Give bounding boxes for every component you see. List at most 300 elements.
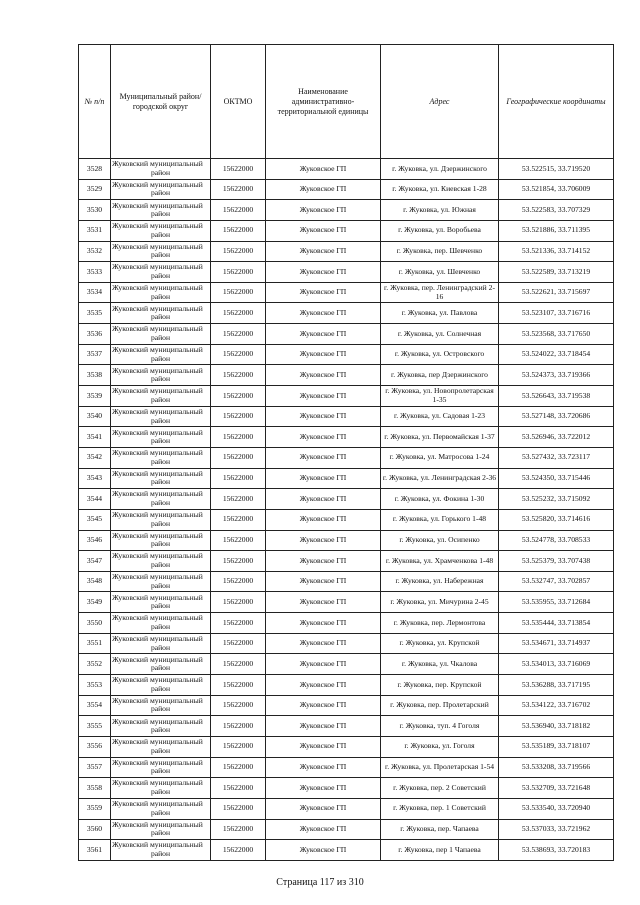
cell-district-line2: район (150, 787, 171, 797)
table-row (79, 675, 614, 696)
cell-oktmo: 15622000 (211, 571, 266, 592)
cell-oktmo: 15622000 (211, 675, 266, 696)
cell-address: г. Жуковка, ул. Садовая 1-23 (381, 406, 499, 427)
cell-coords: 53.532709, 33.721648 (499, 778, 614, 799)
cell-district-line1: Жуковский муниципальный (112, 778, 203, 788)
table-row (79, 427, 614, 448)
cell-num: 3547 (79, 551, 111, 572)
cell-district-line1: Жуковский муниципальный (112, 221, 203, 231)
cell-entity: Жуковское ГП (266, 344, 381, 365)
table-row (79, 406, 614, 427)
cell-entity: Жуковское ГП (266, 468, 381, 489)
cell-address: г. Жуковка, пер. 1 Советский (381, 798, 499, 819)
table-row (79, 571, 614, 592)
registry-table (78, 44, 614, 861)
cell-district-line1: Жуковский муниципальный (112, 241, 203, 251)
cell-district-line1: Жуковский муниципальный (112, 840, 203, 850)
cell-entity: Жуковское ГП (266, 241, 381, 262)
cell-district (111, 840, 211, 861)
cell-address: г. Жуковка, ул. Горького 1-48 (381, 509, 499, 530)
cell-address: г. Жуковка, ул. Новопролетарская 1-35 (381, 386, 499, 407)
cell-oktmo: 15622000 (211, 509, 266, 530)
cell-district-line2: район (150, 291, 171, 301)
cell-coords: 53.522515, 33.719520 (499, 159, 614, 180)
page-number: Страница 117 из 310 (276, 877, 364, 888)
cell-district (111, 613, 211, 634)
table-row (79, 303, 614, 324)
cell-district (111, 179, 211, 200)
cell-oktmo: 15622000 (211, 778, 266, 799)
header-entity: Наименование административно-территориальной единицы (266, 45, 381, 159)
table-row (79, 778, 614, 799)
cell-entity: Жуковское ГП (266, 530, 381, 551)
cell-district-line2: район (150, 621, 171, 631)
cell-oktmo: 15622000 (211, 365, 266, 386)
cell-district (111, 509, 211, 530)
cell-district-line1: Жуковский муниципальный (112, 427, 203, 437)
cell-coords: 53.534122, 33.716702 (499, 695, 614, 716)
cell-district (111, 262, 211, 283)
cell-district-line1: Жуковский муниципальный (112, 303, 203, 313)
cell-district (111, 427, 211, 448)
cell-oktmo: 15622000 (211, 592, 266, 613)
cell-num: 3560 (79, 819, 111, 840)
cell-entity: Жуковское ГП (266, 654, 381, 675)
cell-district-line1: Жуковский муниципальный (112, 737, 203, 747)
cell-coords: 53.534013, 33.716069 (499, 654, 614, 675)
cell-district-line1: Жуковский муниципальный (112, 613, 203, 623)
cell-district-line1: Жуковский муниципальный (112, 675, 203, 685)
cell-address: г. Жуковка, ул. Набережная (381, 571, 499, 592)
cell-coords: 53.524373, 33.719366 (499, 365, 614, 386)
cell-num: 3531 (79, 220, 111, 241)
cell-oktmo: 15622000 (211, 427, 266, 448)
header-oktmo: ОКТМО (211, 45, 266, 159)
cell-district-line2: район (150, 312, 171, 322)
cell-entity: Жуковское ГП (266, 592, 381, 613)
header-address: Адрес (381, 45, 499, 159)
cell-coords: 53.535955, 33.712684 (499, 592, 614, 613)
cell-oktmo: 15622000 (211, 654, 266, 675)
cell-district-line2: район (150, 209, 171, 219)
cell-address: г. Жуковка, ул. Храмченкова 1-48 (381, 551, 499, 572)
cell-num: 3537 (79, 344, 111, 365)
cell-oktmo: 15622000 (211, 530, 266, 551)
cell-district-line1: Жуковский муниципальный (112, 757, 203, 767)
cell-district (111, 654, 211, 675)
cell-entity: Жуковское ГП (266, 220, 381, 241)
cell-district (111, 798, 211, 819)
cell-district-line2: район (150, 229, 171, 239)
cell-oktmo: 15622000 (211, 613, 266, 634)
cell-district-line2: район (150, 601, 171, 611)
cell-coords: 53.524350, 33.715446 (499, 468, 614, 489)
cell-coords: 53.526643, 33.719538 (499, 386, 614, 407)
cell-oktmo: 15622000 (211, 551, 266, 572)
cell-district-line2: район (150, 539, 171, 549)
cell-num: 3530 (79, 200, 111, 221)
cell-district-line1: Жуковский муниципальный (112, 262, 203, 272)
cell-entity: Жуковское ГП (266, 282, 381, 303)
cell-district-line2: район (150, 704, 171, 714)
cell-oktmo: 15622000 (211, 241, 266, 262)
cell-coords: 53.525820, 33.714616 (499, 509, 614, 530)
cell-oktmo: 15622000 (211, 716, 266, 737)
cell-num: 3534 (79, 282, 111, 303)
cell-district (111, 344, 211, 365)
cell-coords: 53.535189, 33.718107 (499, 736, 614, 757)
cell-coords: 53.522621, 33.715697 (499, 282, 614, 303)
cell-district-line1: Жуковский муниципальный (112, 633, 203, 643)
cell-address: г. Жуковка, ул. Первомайская 1-37 (381, 427, 499, 448)
cell-district-line2: район (150, 683, 171, 693)
cell-coords: 53.527432, 33.723117 (499, 447, 614, 468)
cell-entity: Жуковское ГП (266, 695, 381, 716)
table-row (79, 200, 614, 221)
cell-entity: Жуковское ГП (266, 406, 381, 427)
cell-district (111, 406, 211, 427)
cell-oktmo: 15622000 (211, 736, 266, 757)
cell-address: г. Жуковка, ул. Шевченко (381, 262, 499, 283)
table-row (79, 633, 614, 654)
cell-coords: 53.532747, 33.702857 (499, 571, 614, 592)
cell-district-line2: район (150, 848, 171, 858)
cell-coords: 53.525232, 33.715092 (499, 489, 614, 510)
cell-district-line1: Жуковский муниципальный (112, 799, 203, 809)
cell-address: г. Жуковка, ул. Гоголя (381, 736, 499, 757)
cell-num: 3532 (79, 241, 111, 262)
cell-num: 3529 (79, 179, 111, 200)
cell-address: г. Жуковка, ул. Пролетарская 1-54 (381, 757, 499, 778)
table-row (79, 592, 614, 613)
cell-oktmo: 15622000 (211, 262, 266, 283)
table-row (79, 840, 614, 861)
cell-entity: Жуковское ГП (266, 571, 381, 592)
cell-num: 3550 (79, 613, 111, 634)
cell-num: 3546 (79, 530, 111, 551)
cell-coords: 53.522583, 33.707329 (499, 200, 614, 221)
cell-district-line1: Жуковский муниципальный (112, 283, 203, 293)
cell-address: г. Жуковка, ул. Чкалова (381, 654, 499, 675)
cell-oktmo: 15622000 (211, 179, 266, 200)
cell-district-line2: район (150, 807, 171, 817)
cell-district (111, 303, 211, 324)
cell-entity: Жуковское ГП (266, 509, 381, 530)
table-row (79, 220, 614, 241)
table-row (79, 179, 614, 200)
cell-address: г. Жуковка, пер. Чапаева (381, 819, 499, 840)
cell-coords: 53.533208, 33.719566 (499, 757, 614, 778)
cell-num: 3528 (79, 159, 111, 180)
cell-address: г. Жуковка, ул. Южная (381, 200, 499, 221)
cell-district (111, 159, 211, 180)
cell-district-line2: район (150, 663, 171, 673)
cell-num: 3551 (79, 633, 111, 654)
cell-oktmo: 15622000 (211, 489, 266, 510)
cell-district-line2: район (150, 518, 171, 528)
cell-district-line2: район (150, 394, 171, 404)
cell-oktmo: 15622000 (211, 282, 266, 303)
cell-entity: Жуковское ГП (266, 613, 381, 634)
cell-coords: 53.523568, 33.717650 (499, 324, 614, 345)
table-row (79, 613, 614, 634)
table-row (79, 262, 614, 283)
cell-oktmo: 15622000 (211, 386, 266, 407)
cell-coords: 53.523107, 33.716716 (499, 303, 614, 324)
cell-district (111, 551, 211, 572)
cell-num: 3536 (79, 324, 111, 345)
cell-num: 3538 (79, 365, 111, 386)
cell-district-line2: район (150, 167, 171, 177)
cell-num: 3543 (79, 468, 111, 489)
cell-district-line2: район (150, 559, 171, 569)
cell-entity: Жуковское ГП (266, 447, 381, 468)
cell-entity: Жуковское ГП (266, 324, 381, 345)
cell-district-line2: район (150, 436, 171, 446)
cell-address: г. Жуковка, ул. Киевская 1-28 (381, 179, 499, 200)
cell-district (111, 819, 211, 840)
cell-district-line1: Жуковский муниципальный (112, 716, 203, 726)
cell-address: г. Жуковка, ул. Дзержинского (381, 159, 499, 180)
cell-district-line2: район (150, 188, 171, 198)
cell-num: 3542 (79, 447, 111, 468)
cell-district-line1: Жуковский муниципальный (112, 592, 203, 602)
table-row (79, 344, 614, 365)
cell-address: г. Жуковка, пер. Пролетарский (381, 695, 499, 716)
cell-address: г. Жуковка, ул. Матросова 1-24 (381, 447, 499, 468)
cell-entity: Жуковское ГП (266, 427, 381, 448)
cell-entity: Жуковское ГП (266, 262, 381, 283)
cell-district (111, 530, 211, 551)
table-row (79, 386, 614, 407)
table-body (79, 159, 614, 861)
cell-district-line2: район (150, 828, 171, 838)
cell-entity: Жуковское ГП (266, 819, 381, 840)
cell-num: 3548 (79, 571, 111, 592)
cell-num: 3553 (79, 675, 111, 696)
cell-coords: 53.536940, 33.718182 (499, 716, 614, 737)
cell-district-line2: район (150, 580, 171, 590)
cell-oktmo: 15622000 (211, 159, 266, 180)
cell-district-line1: Жуковский муниципальный (112, 654, 203, 664)
table-row (79, 798, 614, 819)
cell-address: г. Жуковка, пер. Шевченко (381, 241, 499, 262)
cell-district-line2: район (150, 250, 171, 260)
cell-address: г. Жуковка, пер Дзержинского (381, 365, 499, 386)
cell-entity: Жуковское ГП (266, 798, 381, 819)
cell-district (111, 716, 211, 737)
cell-address: г. Жуковка, ул. Ленинградская 2-36 (381, 468, 499, 489)
table-row (79, 282, 614, 303)
cell-district-line1: Жуковский муниципальный (112, 489, 203, 499)
cell-district-line2: район (150, 498, 171, 508)
cell-entity: Жуковское ГП (266, 736, 381, 757)
cell-address: г. Жуковка, пер. Ленинградский 2-16 (381, 282, 499, 303)
cell-district-line1: Жуковский муниципальный (112, 159, 203, 169)
cell-district-line1: Жуковский муниципальный (112, 179, 203, 189)
cell-district-line2: район (150, 745, 171, 755)
cell-coords: 53.522589, 33.713219 (499, 262, 614, 283)
table-row (79, 324, 614, 345)
cell-district-line1: Жуковский муниципальный (112, 448, 203, 458)
cell-entity: Жуковское ГП (266, 840, 381, 861)
table-row (79, 819, 614, 840)
cell-address: г. Жуковка, пер. 2 Советский (381, 778, 499, 799)
cell-district-line2: район (150, 456, 171, 466)
cell-district-line1: Жуковский муниципальный (112, 572, 203, 582)
cell-district (111, 778, 211, 799)
cell-num: 3541 (79, 427, 111, 448)
cell-oktmo: 15622000 (211, 798, 266, 819)
table-row (79, 468, 614, 489)
cell-entity: Жуковское ГП (266, 633, 381, 654)
cell-entity: Жуковское ГП (266, 778, 381, 799)
cell-oktmo: 15622000 (211, 840, 266, 861)
cell-num: 3533 (79, 262, 111, 283)
cell-oktmo: 15622000 (211, 324, 266, 345)
cell-district-line2: район (150, 353, 171, 363)
table-row (79, 736, 614, 757)
cell-coords: 53.538693, 33.720183 (499, 840, 614, 861)
cell-district-line1: Жуковский муниципальный (112, 386, 203, 396)
table-row (79, 695, 614, 716)
cell-entity: Жуковское ГП (266, 757, 381, 778)
cell-address: г. Жуковка, туп. 4 Гоголя (381, 716, 499, 737)
table-row (79, 447, 614, 468)
cell-oktmo: 15622000 (211, 695, 266, 716)
cell-coords: 53.524778, 33.708533 (499, 530, 614, 551)
table-header-row (79, 45, 614, 159)
cell-coords: 53.537033, 33.721962 (499, 819, 614, 840)
table-row (79, 716, 614, 737)
cell-entity: Жуковское ГП (266, 675, 381, 696)
cell-district-line1: Жуковский муниципальный (112, 530, 203, 540)
cell-oktmo: 15622000 (211, 344, 266, 365)
table-row (79, 365, 614, 386)
cell-district-line1: Жуковский муниципальный (112, 344, 203, 354)
cell-district (111, 447, 211, 468)
cell-address: г. Жуковка, пер 1 Чапаева (381, 840, 499, 861)
cell-num: 3544 (79, 489, 111, 510)
cell-district-line2: район (150, 332, 171, 342)
table-row (79, 551, 614, 572)
cell-district (111, 675, 211, 696)
table-row (79, 757, 614, 778)
cell-district-line2: район (150, 766, 171, 776)
cell-address: г. Жуковка, ул. Воробьева (381, 220, 499, 241)
cell-num: 3552 (79, 654, 111, 675)
cell-oktmo: 15622000 (211, 757, 266, 778)
table-row (79, 159, 614, 180)
cell-district (111, 220, 211, 241)
cell-district-line2: район (150, 725, 171, 735)
cell-district-line1: Жуковский муниципальный (112, 200, 203, 210)
cell-entity: Жуковское ГП (266, 551, 381, 572)
cell-district-line1: Жуковский муниципальный (112, 695, 203, 705)
cell-district-line2: район (150, 642, 171, 652)
cell-district-line2: район (150, 477, 171, 487)
cell-oktmo: 15622000 (211, 633, 266, 654)
cell-district (111, 633, 211, 654)
cell-entity: Жуковское ГП (266, 386, 381, 407)
cell-entity: Жуковское ГП (266, 489, 381, 510)
table-row (79, 489, 614, 510)
cell-coords: 53.525379, 33.707438 (499, 551, 614, 572)
cell-coords: 53.524022, 33.718454 (499, 344, 614, 365)
header-district: Муниципальный район/городской округ (111, 45, 211, 159)
cell-num: 3539 (79, 386, 111, 407)
cell-entity: Жуковское ГП (266, 200, 381, 221)
header-num: № п/п (79, 45, 111, 159)
cell-district (111, 571, 211, 592)
cell-address: г. Жуковка, пер. Лермонтова (381, 613, 499, 634)
cell-address: г. Жуковка, ул. Осипенко (381, 530, 499, 551)
cell-district (111, 365, 211, 386)
cell-coords: 53.521886, 33.711395 (499, 220, 614, 241)
cell-address: г. Жуковка, ул. Солнечная (381, 324, 499, 345)
cell-district-line1: Жуковский муниципальный (112, 510, 203, 520)
cell-entity: Жуковское ГП (266, 303, 381, 324)
cell-coords: 53.521854, 33.706009 (499, 179, 614, 200)
cell-district-line2: район (150, 271, 171, 281)
cell-oktmo: 15622000 (211, 303, 266, 324)
header-coords: Географические координаты (499, 45, 614, 159)
table-row (79, 654, 614, 675)
cell-entity: Жуковское ГП (266, 179, 381, 200)
cell-district-line1: Жуковский муниципальный (112, 365, 203, 375)
cell-num: 3549 (79, 592, 111, 613)
cell-num: 3556 (79, 736, 111, 757)
table-row (79, 530, 614, 551)
cell-district-line1: Жуковский муниципальный (112, 324, 203, 334)
cell-oktmo: 15622000 (211, 200, 266, 221)
cell-num: 3554 (79, 695, 111, 716)
cell-district (111, 386, 211, 407)
cell-district (111, 489, 211, 510)
cell-oktmo: 15622000 (211, 406, 266, 427)
cell-district-line1: Жуковский муниципальный (112, 406, 203, 416)
cell-coords: 53.521336, 33.714152 (499, 241, 614, 262)
cell-oktmo: 15622000 (211, 220, 266, 241)
cell-coords: 53.526946, 33.722012 (499, 427, 614, 448)
cell-district (111, 757, 211, 778)
cell-address: г. Жуковка, ул. Фокина 1-30 (381, 489, 499, 510)
cell-address: г. Жуковка, ул. Мичурина 2-45 (381, 592, 499, 613)
cell-address: г. Жуковка, ул. Островского (381, 344, 499, 365)
cell-coords: 53.533540, 33.720940 (499, 798, 614, 819)
cell-district-line1: Жуковский муниципальный (112, 468, 203, 478)
cell-num: 3559 (79, 798, 111, 819)
cell-num: 3540 (79, 406, 111, 427)
cell-entity: Жуковское ГП (266, 365, 381, 386)
cell-address: г. Жуковка, пер. Крупской (381, 675, 499, 696)
cell-district-line1: Жуковский муниципальный (112, 819, 203, 829)
cell-entity: Жуковское ГП (266, 159, 381, 180)
cell-num: 3558 (79, 778, 111, 799)
cell-district (111, 200, 211, 221)
cell-district (111, 468, 211, 489)
cell-district-line1: Жуковский муниципальный (112, 551, 203, 561)
cell-district (111, 241, 211, 262)
cell-district (111, 324, 211, 345)
cell-num: 3557 (79, 757, 111, 778)
cell-coords: 53.536288, 33.717195 (499, 675, 614, 696)
cell-coords: 53.527148, 33.720686 (499, 406, 614, 427)
cell-address: г. Жуковка, ул. Крупской (381, 633, 499, 654)
cell-coords: 53.534671, 33.714937 (499, 633, 614, 654)
cell-district (111, 695, 211, 716)
table-row (79, 509, 614, 530)
